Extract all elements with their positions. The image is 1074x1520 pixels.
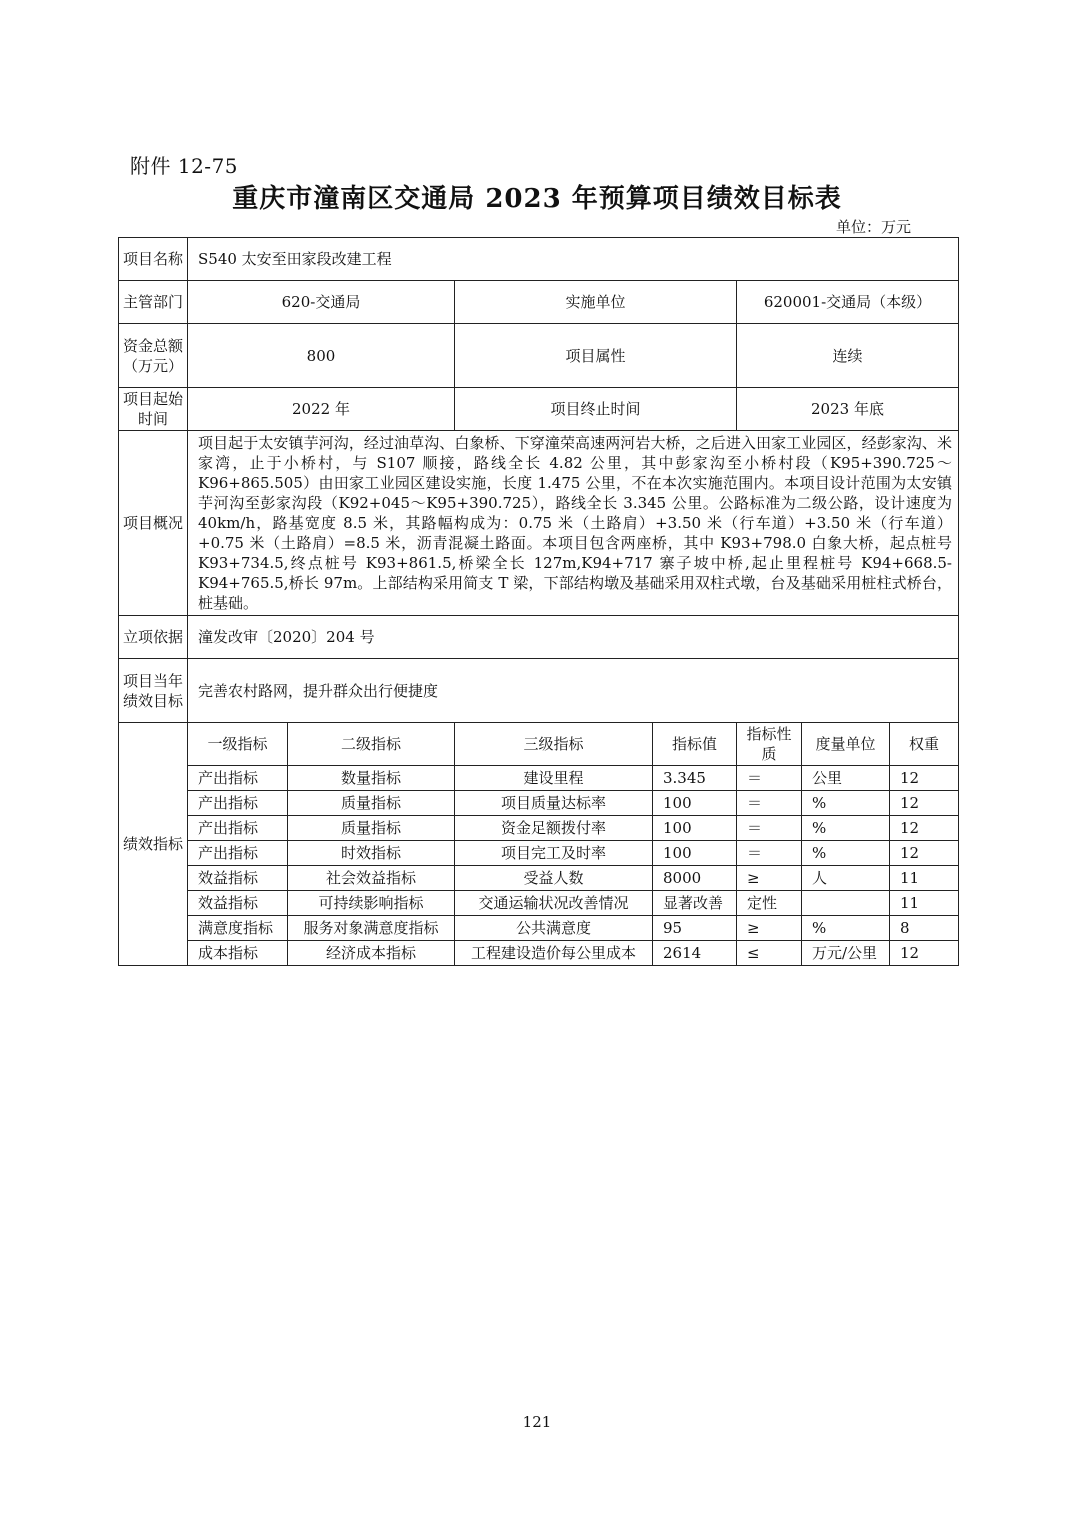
- cell-nature: ≥: [737, 866, 802, 891]
- cell-level2: 经济成本指标: [288, 941, 455, 966]
- attr-label: 项目属性: [455, 324, 737, 388]
- cell-weight: 8: [890, 916, 959, 941]
- dept-value: 620-交通局: [188, 281, 455, 324]
- cell-nature: ≤: [737, 941, 802, 966]
- cell-level1: 产出指标: [188, 766, 288, 791]
- table-row: [119, 916, 959, 941]
- cell-value: 95: [653, 916, 737, 941]
- goal-label: 项目当年绩效目标: [119, 659, 188, 723]
- cell-level1: 产出指标: [188, 841, 288, 866]
- attachment-number: 附件 12-75: [130, 154, 239, 178]
- cell-level2: 时效指标: [288, 841, 455, 866]
- table-row: [119, 866, 959, 891]
- cell-nature: 定性: [737, 891, 802, 916]
- cell-weight: 12: [890, 816, 959, 841]
- fund-value: 800: [188, 324, 455, 388]
- table-row: [119, 941, 959, 966]
- unit-label: 单位：万元: [836, 218, 912, 236]
- cell-value: 8000: [653, 866, 737, 891]
- start-time-value: 2022 年: [188, 388, 455, 431]
- cell-level3: 工程建设造价每公里成本: [455, 941, 653, 966]
- cell-level1: 效益指标: [188, 891, 288, 916]
- overview-text: 项目起于太安镇芋河沟，经过油草沟、白象桥、下穿潼荣高速两河岩大桥，之后进入田家工业园区，经彭家沟、米家湾，止于小桥村，与 S107 顺接，路线全长 4.82 公里，其中彭家沟至小桥村段（K95+390.725～K96+865.505）由田家工业园区建设实施，长度 1.475 公里，不在本次实施范围内。本项目设计范围为太安镇芋河沟至彭家沟段（K92+045～K95+390.725），路线全长 3.345 公里。公路标准为二级公路，设计速度为 40km/h，路基宽度 8.5 米，其路幅构成为：0.75 米（土路肩）+3.50 米（行车道）+3.50 米（行车道）+0.75 米（土路肩）=8.5 米，沥青混凝土路面。本项目包含两座桥，其中 K93+798.0 白象大桥，起点桩号 K93+734.5,终点桩号 K93+861.5,桥梁全长 127m,K94+717 寨子坡中桥,起止里程桩号 K94+668.5-K94+765.5,桥长 97m。上部结构采用简支 T 梁，下部结构墩及基础采用双柱式墩，台及基础采用桩柱式桥台，桩基础。: [188, 431, 959, 616]
- cell-value: 100: [653, 816, 737, 841]
- cell-nature: ＝: [737, 841, 802, 866]
- cell-weight: 12: [890, 841, 959, 866]
- table-row: [119, 766, 959, 791]
- cell-level2: 数量指标: [288, 766, 455, 791]
- cell-value: 100: [653, 791, 737, 816]
- cell-unit: %: [802, 791, 890, 816]
- cell-level3: 资金足额拨付率: [455, 816, 653, 841]
- cell-unit: 人: [802, 866, 890, 891]
- cell-level1: 产出指标: [188, 816, 288, 841]
- cell-level2: 质量指标: [288, 791, 455, 816]
- fund-label: 资金总额（万元）: [119, 324, 188, 388]
- cell-level3: 项目质量达标率: [455, 791, 653, 816]
- cell-weight: 11: [890, 891, 959, 916]
- cell-level3: 受益人数: [455, 866, 653, 891]
- cell-level2: 服务对象满意度指标: [288, 916, 455, 941]
- header-level3: 三级指标: [455, 723, 653, 766]
- table-row: [119, 841, 959, 866]
- cell-weight: 12: [890, 791, 959, 816]
- cell-unit: 万元/公里: [802, 941, 890, 966]
- header-weight: 权重: [890, 723, 959, 766]
- end-time-value: 2023 年底: [737, 388, 959, 431]
- cell-nature: ＝: [737, 766, 802, 791]
- cell-nature: ＝: [737, 816, 802, 841]
- cell-weight: 12: [890, 941, 959, 966]
- cell-nature: ＝: [737, 791, 802, 816]
- cell-level3: 交通运输状况改善情况: [455, 891, 653, 916]
- table-row: [119, 891, 959, 916]
- cell-value: 2614: [653, 941, 737, 966]
- cell-unit: [802, 891, 890, 916]
- cell-level3: 建设里程: [455, 766, 653, 791]
- cell-unit: %: [802, 841, 890, 866]
- cell-level2: 社会效益指标: [288, 866, 455, 891]
- attr-value: 连续: [737, 324, 959, 388]
- project-name-label: 项目名称: [119, 238, 188, 281]
- goal-value: 完善农村路网，提升群众出行便捷度: [188, 659, 959, 723]
- header-nature: 指标性质: [737, 723, 802, 766]
- overview-label: 项目概况: [119, 431, 188, 616]
- cell-level2: 可持续影响指标: [288, 891, 455, 916]
- cell-level3: 项目完工及时率: [455, 841, 653, 866]
- page-title: 重庆市潼南区交通局 2023 年预算项目绩效目标表: [232, 184, 842, 214]
- cell-level1: 效益指标: [188, 866, 288, 891]
- table-row: [119, 791, 959, 816]
- cell-value: 显著改善: [653, 891, 737, 916]
- performance-table: [118, 237, 959, 966]
- cell-level3: 公共满意度: [455, 916, 653, 941]
- cell-unit: %: [802, 916, 890, 941]
- cell-weight: 11: [890, 866, 959, 891]
- cell-value: 100: [653, 841, 737, 866]
- impl-unit-value: 620001-交通局（本级）: [737, 281, 959, 324]
- cell-level2: 质量指标: [288, 816, 455, 841]
- cell-level1: 满意度指标: [188, 916, 288, 941]
- table-row: [119, 816, 959, 841]
- cell-unit: 公里: [802, 766, 890, 791]
- cell-value: 3.345: [653, 766, 737, 791]
- end-time-label: 项目终止时间: [455, 388, 737, 431]
- page-number: 121: [522, 1413, 552, 1431]
- basis-label: 立项依据: [119, 616, 188, 659]
- cell-level1: 产出指标: [188, 791, 288, 816]
- header-unit: 度量单位: [802, 723, 890, 766]
- cell-nature: ≥: [737, 916, 802, 941]
- project-name-value: S540 太安至田家段改建工程: [188, 238, 959, 281]
- impl-unit-label: 实施单位: [455, 281, 737, 324]
- cell-level1: 成本指标: [188, 941, 288, 966]
- cell-weight: 12: [890, 766, 959, 791]
- header-level1: 一级指标: [188, 723, 288, 766]
- dept-label: 主管部门: [119, 281, 188, 324]
- start-time-label: 项目起始时间: [119, 388, 188, 431]
- cell-unit: %: [802, 816, 890, 841]
- basis-value: 潼发改审〔2020〕204 号: [188, 616, 959, 659]
- header-value: 指标值: [653, 723, 737, 766]
- indicators-section-label: 绩效指标: [119, 723, 188, 966]
- header-level2: 二级指标: [288, 723, 455, 766]
